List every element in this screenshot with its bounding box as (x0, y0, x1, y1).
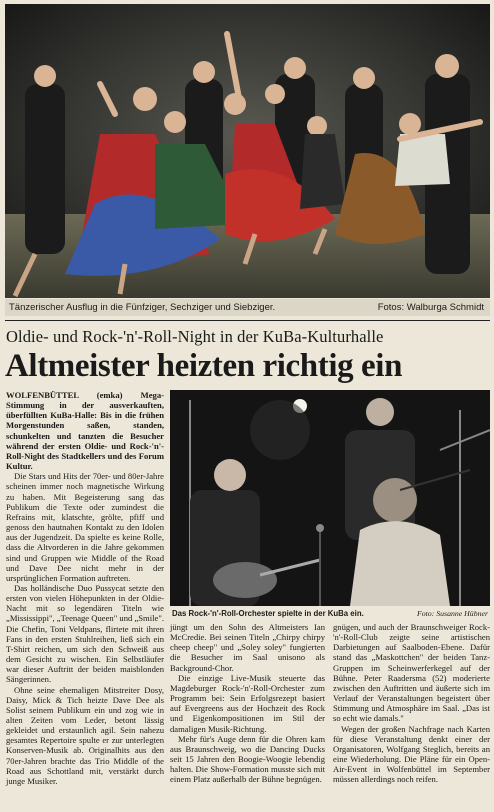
article-paragraph: Die einzige Live-Musik steuerte das Magdeburger Rock-'n'-Roll-Orchester zum Programm bei: Sein Erfolgsrezept basiert auf Evergreens aus der Hochzeit des Rock und Eigenkompositionen im Stil der damaligen Musik-Richtung. (170, 672, 325, 734)
band-photo-illustration (170, 390, 490, 606)
article-paragraph: Ohne seine ehemaligen Mitstreiter Dosy, Daisy, Mick & Tich heizte Dave Dee als Solist seinem Publikum ein und zog wie in alten Zeiten vom Leder, betont lässig gekleidet und erstaunlich agil. Sein nahezu gesamtes Repertoire spulte er zur unterlegten Konserven-Musik ab. Originalhits aus den 70er-Jahren brachte das Trio Middle of the Road aus Schottland mit, verstärkt durch junge Musiker. (6, 684, 164, 786)
divider-line (5, 320, 490, 321)
article-paragraph: gnügen, und auch der Braunschweiger Rock-'n'-Roll-Club zeigte seine artistischen Darbietungen auf Saalboden-Ebene. Dafür stand das „Maskottchen" der beiden Tanz-Gruppen im Scheinwerferkegel auf der Bühne. Peter Raadersma (52) moderierte zwischen den Auftritten und äußerte sich im Verlauf der Veranstaltungen begeistert über Stimmung und Atmosphäre im Saal. „Das ist so echt wie damals." (333, 622, 490, 724)
dancers-photo-illustration (5, 4, 490, 298)
band-photo-caption (170, 608, 490, 620)
top-photo-caption-text: Tänzerischer Ausflug in die Fünfziger, Sechziger und Siebziger. (9, 302, 276, 313)
top-photo-caption (5, 299, 490, 316)
top-photo-dancers (5, 4, 490, 298)
article-column-3 (333, 622, 490, 785)
article-column-1 (6, 390, 164, 786)
article-kicker: Oldie- und Rock-'n'-Roll-Night in der KuBa-Kulturhalle (6, 327, 384, 346)
band-photo (170, 390, 490, 606)
article-paragraph: jüngt um den Sohn des Altmeisters Ian McCredie. Bei seinen Titeln „Chirpy chirpy cheep cheep" und „Soley soley" fungierten die Besucher im Saal unisono als Background-Chor. (170, 622, 325, 673)
article-column-2 (170, 622, 325, 785)
article-headline: Altmeister heizten richtig ein (5, 348, 403, 384)
article-paragraph: Die Stars und Hits der 70er- und 80er-Jahre scheinen immer noch magnetische Wirkung zu haben. Mit Begeisterung sang das Publikum die Texte oder zumindest die Refrains mit, klatschte, grölte, pfiff und genoss den hautnahen Kontakt zu den Idolen aus der Jugendzeit. Da spielte es keine Rolle, dass die Altvorderen in die Jahre gekommen sind und Gruppen wie Middle of the Road und Dave Dee nicht mehr in der ursprünglichen Formation auftreten. (6, 471, 164, 583)
band-photo-credit: Foto: Susanne Hübner (416, 609, 488, 618)
article-paragraph: Mehr für's Auge denn für die Ohren kam aus Braunschweig, wo die Dancing Ducks seit 15 Jahren den Boogie-Woogie lebendig halten. Die Show-Formation musste sich mit einem Platz außerhalb der Bühne begnügen. (170, 733, 325, 785)
band-photo-caption-text: Das Rock-'n'-Roll-Orchester spielte in der KuBa ein. (172, 609, 364, 618)
article-paragraph: Das holländische Duo Pussycat setzte den ersten von vielen Höhepunkten in der Oldie-Nacht mit so legendären Titeln wie „Mississippi", „Teenage Queen" und „Smile". Die Chefin, Toni Veldpans, flirtete mit ihren Fans in den ersten Stuhlreihen, ließ sich ein T-Shirt reichen, um sich den Schweiß aus dem Gesicht zu wischen. Ein Selbstläufer war dieser Auftritt der beiden maisblonden Sängerinnen. (6, 582, 164, 685)
article-lead-paragraph: WOLFENBÜTTEL (emka) Mega-Stimmung in der ausverkauften, überfüllten KuBa-Halle: Bis in die frühen Morgenstunden saßen, standen, schunkelten und tanzten die Besucher während der ersten Oldie- und Rock-'n'-Roll-Night des Stadtkellers und des Forum Kultur. (6, 390, 164, 472)
top-photo-credit: Fotos: Walburga Schmidt (377, 302, 484, 313)
article-paragraph: Wegen der großen Nachfrage nach Karten für diese Veranstaltung denkt einer der Organisatoren, Wolfgang Steglich, bereits an eine Wiederholung. Die Pläne für ein Open-Air-Event in Wolfenbüttel im September müssen allerdings noch reifen. (333, 723, 490, 785)
